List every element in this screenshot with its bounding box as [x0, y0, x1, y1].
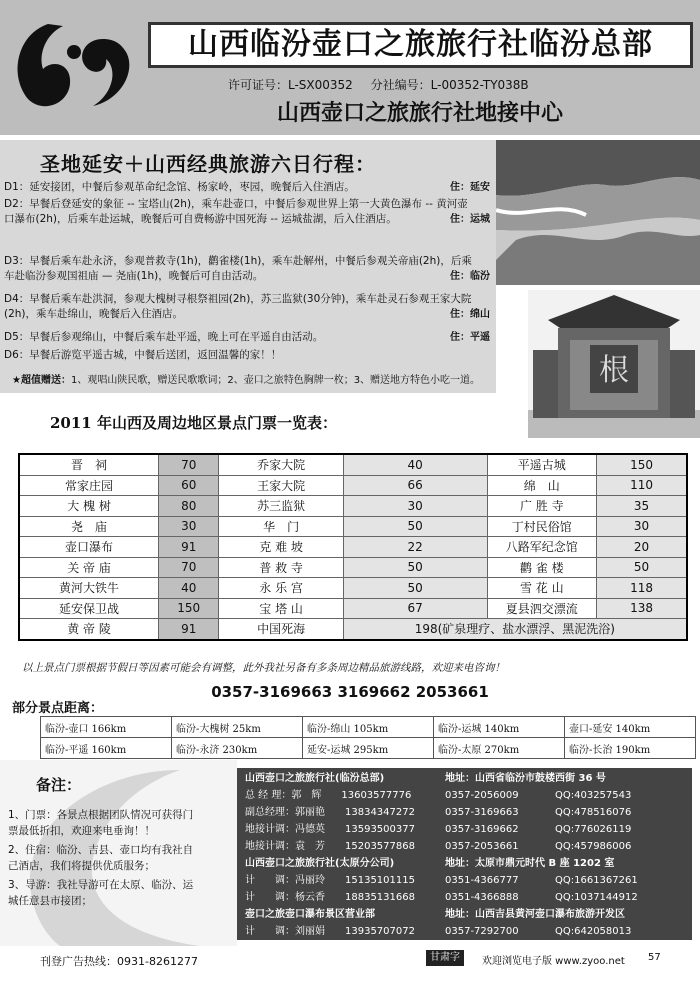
contact-field: 计 调：杨云香 18835131668: [245, 892, 415, 903]
ticket-cell: 30: [597, 516, 687, 537]
contact-field: 地接计调：冯德英 13593500377: [245, 824, 415, 835]
ticket-cell: 50: [343, 516, 487, 537]
ticket-cell: 广 胜 寺: [487, 496, 597, 517]
contact-field: 山西壶口之旅旅行社(太原分公司): [245, 858, 395, 869]
notes-list: [8, 808, 196, 913]
ticket-cell: 35: [597, 496, 687, 517]
phone-numbers: 0357-3169663 3169662 2053661: [211, 683, 489, 701]
welcome-text: 欢迎浏览电子版 www.zyoo.net: [482, 956, 625, 967]
distance-cell: 临汾-绵山 105km: [303, 717, 434, 738]
contact-field: QQ:403257543: [555, 790, 632, 801]
contact-field: QQ:457986006: [555, 841, 632, 852]
subtitle: 山西壶口之旅旅行社地接中心: [276, 100, 563, 126]
ticket-cell: 鹳 雀 楼: [487, 557, 597, 578]
ticket-cell: 91: [159, 537, 219, 558]
distance-row: [41, 717, 696, 738]
ticket-row: [19, 598, 687, 619]
ticket-cell: 22: [343, 537, 487, 558]
itinerary-title: 圣地延安＋山西经典旅游六日行程：: [40, 152, 376, 176]
ticket-cell: 夏县泗交漂流: [487, 598, 597, 619]
contact-field: 山西壶口之旅旅行社(临汾总部): [245, 773, 385, 784]
contact-field: 地址：山西省临汾市鼓楼西街 36 号: [445, 773, 606, 784]
contact-field: 0351-4366777: [445, 875, 519, 886]
contact-field: 地接计调：袁 芳 15203577868: [245, 841, 415, 852]
distance-cell: 壶口-延安 140km: [565, 717, 696, 738]
itinerary-day: D1：延安接团，中餐后参观革命纪念馆、杨家岭，枣园，晚餐后入住酒店。 住：延安: [4, 181, 490, 193]
itinerary-day: D5：早餐后参观绵山，中餐后乘车赴平遥，晚上可在平遥自由活动。 住：平遥: [4, 331, 490, 343]
ticket-cell: 克 难 坡: [219, 537, 343, 558]
ticket-cell: 平遥古城: [487, 454, 597, 475]
ticket-row: [19, 516, 687, 537]
ticket-note: 以上景点门票根据节假日等因素可能会有调整，此外我社另备有多条周边精品旅游线路，欢迎来电咨询！: [22, 662, 505, 674]
ticket-cell: 91: [159, 619, 219, 640]
distance-row: [41, 738, 696, 759]
ticket-cell: 80: [159, 496, 219, 517]
agency-title: 山西临汾壶口之旅旅行社临汾总部: [148, 22, 693, 68]
ticket-cell: 70: [159, 454, 219, 475]
ticket-table-title: 2011 年山西及周边地区景点门票一览表：: [50, 414, 337, 432]
ticket-cell: 晋 祠: [19, 454, 159, 475]
contact-field: QQ:1661367261: [555, 875, 638, 886]
license-info: [228, 76, 543, 93]
distance-cell: 临汾-永济 230km: [172, 738, 303, 759]
ticket-cell: 宝 塔 山: [219, 598, 343, 619]
ticket-cell: 尧 庙: [19, 516, 159, 537]
ticket-cell: 雪 花 山: [487, 578, 597, 599]
ticket-cell: 关 帝 庙: [19, 557, 159, 578]
ticket-row: [19, 537, 687, 558]
ticket-cell: 110: [597, 475, 687, 496]
ticket-cell: 198(矿泉理疗、盐水漂浮、黑泥洗浴): [343, 619, 687, 640]
ticket-table: [18, 453, 688, 641]
distance-cell: 临汾-太原 270km: [434, 738, 565, 759]
itinerary-day: D2：早餐后登延安的象征 -- 宝塔山(2h)，乘车赴壶口，中餐后参观世界上第一大黄色瀑布 -- 黄河壶口瀑布(2h)，后乘车赴运城，晚餐后可自费畅游中国死海 -- 运城盐湖，后入住酒店。 住：运城: [4, 198, 490, 225]
ebook-badge: 甘肃字版: [426, 950, 464, 966]
ticket-cell: 苏三监狱: [219, 496, 343, 517]
ticket-cell: 王家大院: [219, 475, 343, 496]
ticket-cell: 壶口瀑布: [19, 537, 159, 558]
svg-text:根: 根: [599, 353, 629, 388]
distance-cell: 延安-运城 295km: [303, 738, 434, 759]
ticket-row: [19, 619, 687, 640]
contact-field: 计 调：刘丽娟 13935707072: [245, 926, 415, 937]
ticket-cell: 延安保卫战: [19, 598, 159, 619]
ticket-cell: 50: [597, 557, 687, 578]
ticket-cell: 常家庄园: [19, 475, 159, 496]
contact-field: 地址：山西吉县黄河壶口瀑布旅游开发区: [445, 909, 625, 920]
logo-icon: [8, 14, 138, 114]
ticket-cell: 150: [597, 454, 687, 475]
contact-field: 壶口之旅壶口瀑布景区营业部: [245, 909, 375, 920]
page-number: 57: [648, 952, 661, 963]
contact-field: 0357-3169663: [445, 807, 519, 818]
note-item: 3、导游：我社导游可在太原、临汾、运城任意县市接团；: [8, 879, 194, 907]
contact-field: 计 调：冯丽玲 15135101115: [245, 875, 415, 886]
distance-cell: 临汾-长治 190km: [565, 738, 696, 759]
ticket-cell: 大 槐 树: [19, 496, 159, 517]
contact-field: 0357-2053661: [445, 841, 519, 852]
contact-field: 0357-2056009: [445, 790, 519, 801]
contact-field: QQ:1037144912: [555, 892, 638, 903]
ticket-cell: 20: [597, 537, 687, 558]
contact-field: 地址：太原市鼎元时代 B 座 1202 室: [445, 858, 615, 869]
contact-field: QQ:776026119: [555, 824, 632, 835]
ticket-cell: 60: [159, 475, 219, 496]
ad-hotline: 刊登广告热线：0931-8261277: [40, 955, 198, 968]
ticket-cell: 乔家大院: [219, 454, 343, 475]
ticket-cell: 40: [343, 454, 487, 475]
contact-panel: [237, 768, 692, 940]
ticket-cell: 普 救 寺: [219, 557, 343, 578]
note-item: 1、门票：各景点根据团队情况可获得门票最低折扣，欢迎来电垂询！！: [8, 809, 194, 837]
distance-title: 部分景点距离：: [12, 701, 104, 716]
distance-cell: 临汾-运城 140km: [434, 717, 565, 738]
ticket-cell: 150: [159, 598, 219, 619]
ticket-cell: 40: [159, 578, 219, 599]
ticket-cell: 50: [343, 578, 487, 599]
ticket-cell: 黄 帝 陵: [19, 619, 159, 640]
ticket-row: [19, 496, 687, 517]
ticket-cell: 138: [597, 598, 687, 619]
gate-photo: [528, 290, 700, 438]
contact-field: 0357-3169662: [445, 824, 519, 835]
itinerary-day: D3：早餐后乘车赴永济，参观普救寺(1h)，鹳雀楼(1h)，乘车赴解州，中餐后参观关帝庙(2h)，后乘车赴临汾参观国祖庙 — 尧庙(1h)，晚餐后可自由活动。 住：临汾: [4, 255, 490, 282]
itinerary-day: D4：早餐后乘车赴洪洞，参观大槐树寻根祭祖园(2h)，苏三监狱(30分钟)，乘车赴灵石参观王家大院(2h)，乘车赴绵山，晚餐后入住酒店。 住：绵山: [4, 293, 490, 320]
ticket-cell: 八路军纪念馆: [487, 537, 597, 558]
ticket-cell: 黄河大铁牛: [19, 578, 159, 599]
ticket-cell: 50: [343, 557, 487, 578]
ticket-cell: 66: [343, 475, 487, 496]
distance-cell: 临汾-平遥 160km: [41, 738, 172, 759]
distance-cell: 临汾-大槐树 25km: [172, 717, 303, 738]
ticket-cell: 70: [159, 557, 219, 578]
ticket-cell: 绵 山: [487, 475, 597, 496]
ticket-cell: 丁村民俗馆: [487, 516, 597, 537]
branch-number: 分社编号：L-00352-TY038B: [370, 78, 529, 92]
ticket-row: [19, 557, 687, 578]
contact-field: QQ:642058013: [555, 926, 632, 937]
contact-field: 0357-7292700: [445, 926, 519, 937]
itinerary-day: D6：早餐后游览平遥古城，中餐后送团，返回温馨的家！！: [4, 349, 282, 361]
distance-table: [40, 716, 696, 759]
license-number: 许可证号：L-SX00352: [228, 78, 353, 92]
ticket-cell: 118: [597, 578, 687, 599]
ticket-cell: 30: [159, 516, 219, 537]
ticket-cell: 中国死海: [219, 619, 343, 640]
ticket-cell: 30: [343, 496, 487, 517]
contact-field: 总 经 理：郭 辉 13603577776: [245, 790, 412, 801]
ticket-cell: 67: [343, 598, 487, 619]
gift-line: ★超值赠送：1、观唱山陕民歌，赠送民歌歌词；2、壶口之旅特色胸牌一枚；3、赠送地方特色小吃一道。: [12, 375, 481, 386]
waterfall-photo: [496, 140, 700, 285]
ticket-row: [19, 475, 687, 496]
notes-title: 备注：: [36, 776, 82, 794]
contact-field: 副总经理：郭丽艳 13834347272: [245, 807, 415, 818]
contact-field: 0351-4366888: [445, 892, 519, 903]
ticket-row: [19, 578, 687, 599]
ticket-cell: 华 门: [219, 516, 343, 537]
ticket-cell: 永 乐 宫: [219, 578, 343, 599]
contact-field: QQ:478516076: [555, 807, 632, 818]
distance-cell: 临汾-壶口 166km: [41, 717, 172, 738]
note-item: 2、住宿：临汾、吉县、壶口均有我社自己酒店，我们将提供优质服务；: [8, 844, 194, 872]
ticket-row: [19, 454, 687, 475]
